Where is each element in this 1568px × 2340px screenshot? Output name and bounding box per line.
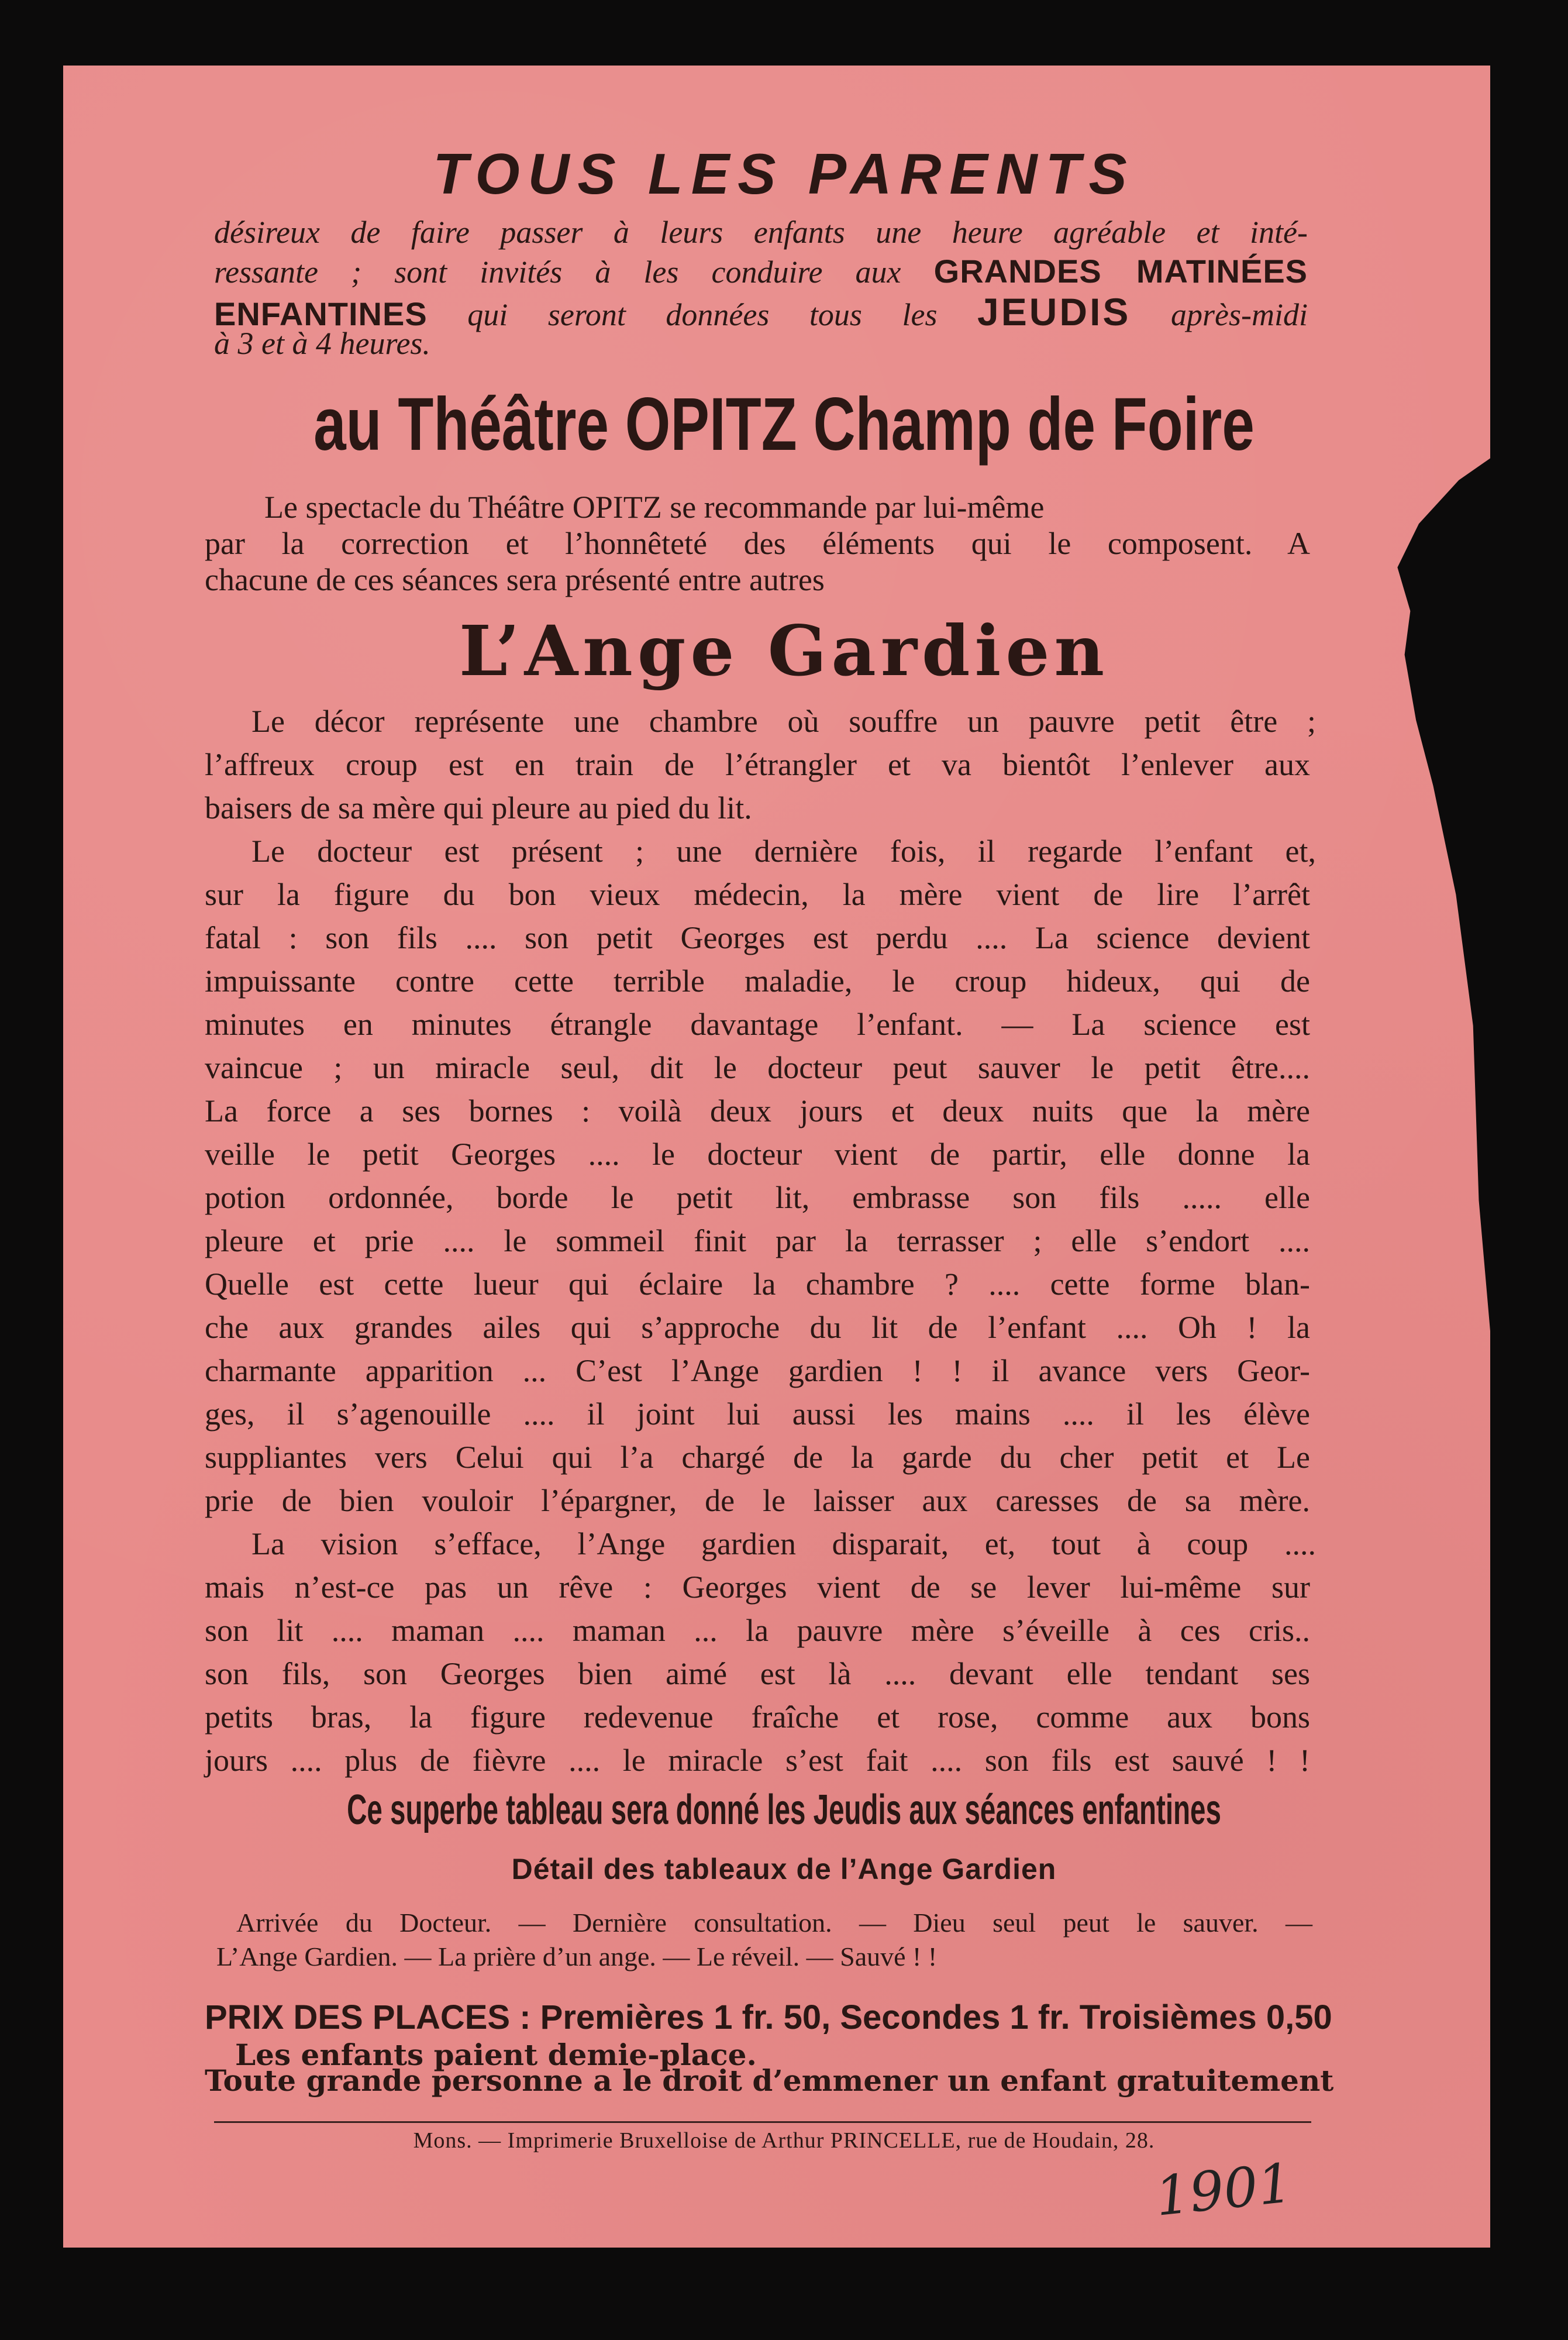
- presentation-line-2: par la correction et l’honnêteté des éléments qui le composent. A: [205, 526, 1310, 561]
- story-line: veille le petit Georges .... le docteur vient de partir, elle donne la: [205, 1137, 1310, 1172]
- story-line: suppliantes vers Celui qui l’a chargé de la garde du cher petit et Le: [205, 1440, 1310, 1475]
- jeudis-label: JEUDIS: [977, 290, 1131, 333]
- poster-title: TOUS LES PARENTS: [433, 142, 1135, 206]
- intro-line-2-text: ressante ; sont invités à les conduire aux: [214, 254, 901, 290]
- venue-heading: au Théâtre OPITZ Champ de Foire: [313, 383, 1255, 466]
- handwritten-year: 1901: [1152, 2151, 1295, 2228]
- story-line: pleure et prie .... le sommeil finit par la terrasser ; elle s’endort ....: [205, 1223, 1310, 1258]
- story-line: baisers de sa mère qui pleure au pied du lit.: [205, 790, 752, 825]
- story-line: La force a ses bornes : voilà deux jours et deux nuits que la mère: [205, 1093, 1310, 1128]
- story-line: prie de bien vouloir l’épargner, de le laisser aux caresses de sa mère.: [205, 1483, 1310, 1518]
- story-line: jours .... plus de fièvre .... le miracle s’est fait .... son fils est sauvé ! !: [205, 1743, 1310, 1778]
- tableau-note: Ce superbe tableau sera donné les Jeudis aux séances enfantines: [347, 1787, 1221, 1833]
- story-line: Quelle est cette lueur qui éclaire la chambre ? .... cette forme blan-: [205, 1267, 1310, 1302]
- free-child-line: Toute grande personne a le droit d’emmener un enfant gratuitement: [205, 2063, 1334, 2098]
- prices-line: PRIX DES PLACES : Premières 1 fr. 50, Secondes 1 fr. Troisièmes 0,50: [205, 1998, 1332, 2036]
- story-line: son fils, son Georges bien aimé est là .... devant elle tendant ses: [205, 1656, 1310, 1691]
- play-title: L’Ange Gardien: [459, 610, 1109, 691]
- detail-line-2: L’Ange Gardien. — La prière d’un ange. — Le réveil. — Sauvé ! !: [216, 1942, 938, 1971]
- intro-line-3-end: après-midi: [1171, 297, 1308, 332]
- story-line: l’affreux croup est en train de l’étrangler et va bientôt l’enlever aux: [205, 747, 1310, 782]
- story-line: Le docteur est présent ; une dernière fois, il regarde l’enfant et,: [251, 834, 1316, 869]
- detail-heading: Détail des tableaux de l’Ange Gardien: [511, 1853, 1057, 1885]
- intro-line-4: à 3 et à 4 heures.: [214, 326, 430, 361]
- grandes-matinees-label: GRANDES MATINÉES: [933, 253, 1308, 290]
- story-line: impuissante contre cette terrible maladie, le croup hideux, qui de: [205, 963, 1310, 999]
- enfantines-label: ENFANTINES: [214, 295, 428, 332]
- intro-line-1: désireux de faire passer à leurs enfants une heure agréable et inté-: [214, 215, 1308, 250]
- divider-rule: [214, 2121, 1311, 2123]
- presentation-line-1: Le spectacle du Théâtre OPITZ se recommande par lui-même: [264, 490, 1045, 525]
- presentation-line-3: chacune de ces séances sera présenté entre autres: [205, 562, 825, 597]
- story-line: potion ordonnée, borde le petit lit, embrasse son fils ..... elle: [205, 1180, 1310, 1215]
- story-line: La vision s’efface, l’Ange gardien disparait, et, tout à coup ....: [251, 1526, 1316, 1561]
- story-line: fatal : son fils .... son petit Georges est perdu .... La science devient: [205, 920, 1310, 955]
- story-line: vaincue ; un miracle seul, dit le docteur peut sauver le petit être....: [205, 1050, 1310, 1085]
- story-line: son lit .... maman .... maman ... la pauvre mère s’éveille à ces cris..: [205, 1613, 1310, 1648]
- story-line: mais n’est-ce pas un rêve : Georges vient de se lever lui-même sur: [205, 1570, 1310, 1605]
- story-line: ges, il s’agenouille .... il joint lui aussi les mains .... il les élève: [205, 1396, 1310, 1431]
- intro-line-3-text: qui seront données tous les: [467, 297, 938, 332]
- story-line: che aux grandes ailes qui s’approche du lit de l’enfant .... Oh ! la: [205, 1310, 1310, 1345]
- story-line: petits bras, la figure redevenue fraîche et rose, comme aux bons: [205, 1699, 1310, 1735]
- printer-imprint: Mons. — Imprimerie Bruxelloise de Arthur PRINCELLE, rue de Houdain, 28.: [413, 2128, 1155, 2153]
- story-line: minutes en minutes étrangle davantage l’enfant. — La science est: [205, 1007, 1310, 1042]
- intro-line-2: [214, 255, 1308, 288]
- story-line: charmante apparition ... C’est l’Ange gardien ! ! il avance vers Geor-: [205, 1353, 1310, 1388]
- detail-line-1: Arrivée du Docteur. — Dernière consultation. — Dieu seul peut le sauver. —: [236, 1908, 1312, 1938]
- story-line: sur la figure du bon vieux médecin, la mère vient de lire l’arrêt: [205, 877, 1310, 912]
- story-line: Le décor représente une chambre où souffre un pauvre petit être ;: [251, 704, 1316, 739]
- children-price-line: Les enfants paient demie-place.: [235, 2038, 757, 2072]
